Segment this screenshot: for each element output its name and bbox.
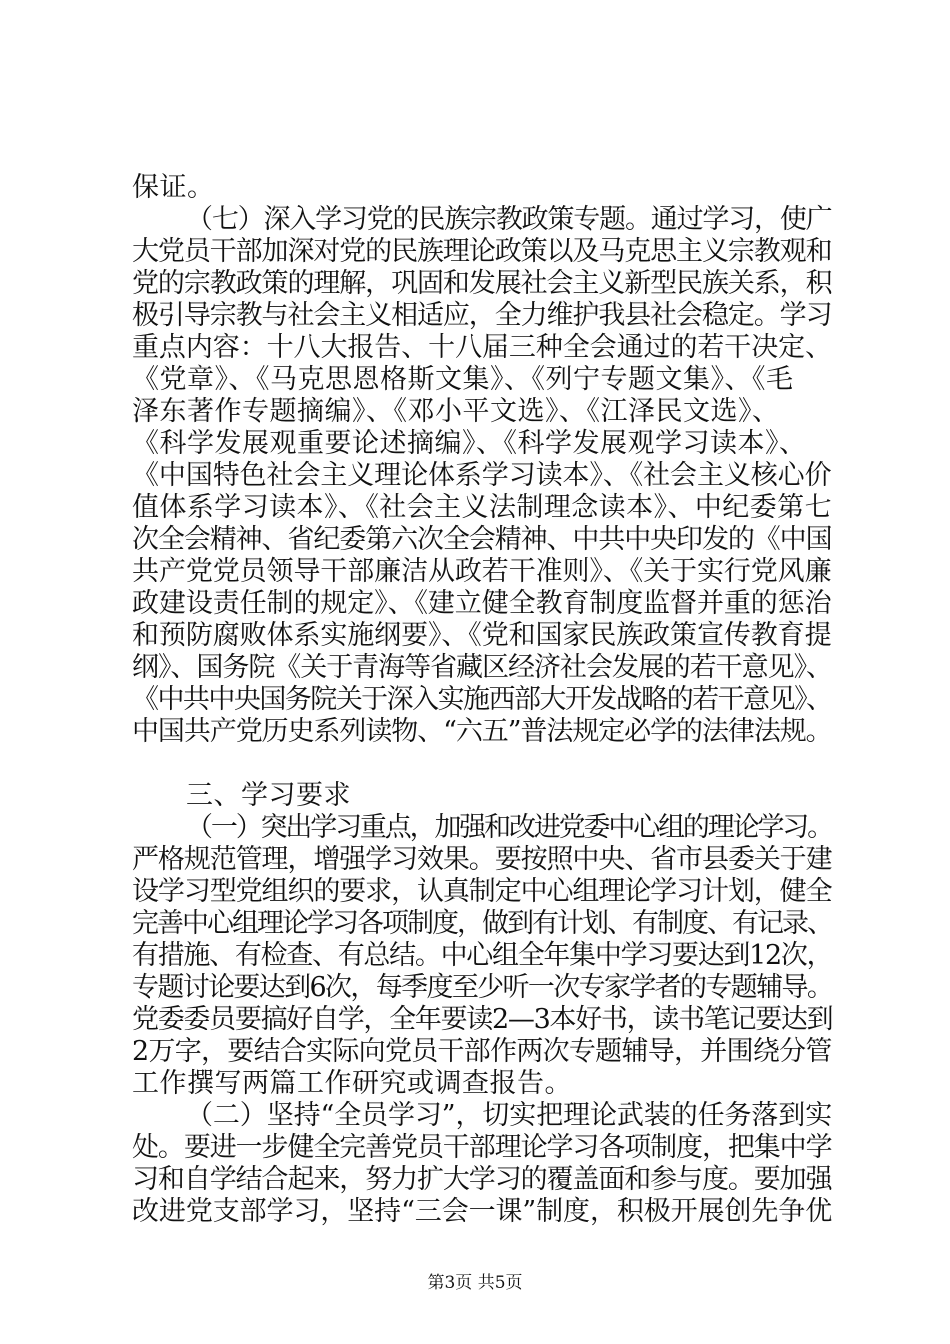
text-line: 和预防腐败体系实施纲要》、《党和国家民族政策宣传教育提 <box>132 620 832 651</box>
text-line: 《中共中央国务院关于深入实施西部大开发战略的若干意见》、 <box>132 684 832 715</box>
text-line: 《科学发展观重要论述摘编》、《科学发展观学习读本》、 <box>132 428 807 459</box>
text-line: 工作撰写两篇工作研究或调查报告。 <box>132 1068 572 1099</box>
text-line: 改进党支部学习，坚持“三会一课”制度，积极开展创先争优 <box>132 1196 833 1227</box>
text-line: 有措施、有检查、有总结。中心组全年集中学习要达到12次， <box>132 940 833 971</box>
text-line: 2万字，要结合实际向党员干部作两次专题辅导，并围绕分管 <box>132 1036 832 1067</box>
text-line: 习和自学结合起来，努力扩大学习的覆盖面和参与度。要加强 <box>132 1164 832 1195</box>
text-line: 处。要进一步健全完善党员干部理论学习各项制度，把集中学 <box>132 1132 832 1163</box>
text-line: 共产党党员领导干部廉洁从政若干准则》、《关于实行党风廉 <box>132 556 832 587</box>
text-line: 完善中心组理论学习各项制度，做到有计划、有制度、有记录、 <box>132 908 832 939</box>
text-line: 严格规范管理，增强学习效果。要按照中央、省市县委关于建 <box>132 844 832 875</box>
paragraph-heading-seven: （七）深入学习党的民族宗教政策专题。通过学习，使广 <box>186 204 832 235</box>
text-line: 大党员干部加深对党的民族理论政策以及马克思主义宗教观和 <box>132 236 832 267</box>
text-line: 中国共产党历史系列读物、“六五”普法规定必学的法律法规。 <box>132 716 832 747</box>
text-line: 党的宗教政策的理解，巩固和发展社会主义新型民族关系，积 <box>132 268 832 299</box>
section-heading-learning-requirements: 三、学习要求 <box>186 780 351 811</box>
text-line: 保证。 <box>132 172 215 203</box>
paragraph-heading-one: （一）突出学习重点，加强和改进党委中心组的理论学习。 <box>186 812 832 843</box>
text-line: 纲》、国务院《关于青海等省藏区经济社会发展的若干意见》、 <box>132 652 832 683</box>
text-line: 泽东著作专题摘编》、《邓小平文选》、《江泽民文选》、 <box>132 396 780 427</box>
text-line: 次全会精神、省纪委第六次全会精神、中共中央印发的《中国 <box>132 524 832 555</box>
text-line: 政建设责任制的规定》、《建立健全教育制度监督并重的惩治 <box>132 588 832 619</box>
text-line: 重点内容：十八大报告、十八届三种全会通过的若干决定、 <box>132 332 832 363</box>
text-line: 《中国特色社会主义理论体系学习读本》、《社会主义核心价 <box>132 460 832 491</box>
text-line: 值体系学习读本》、《社会主义法制理念读本》、中纪委第七 <box>132 492 832 523</box>
text-line: 党委委员要搞好自学，全年要读2—3本好书，读书笔记要达到 <box>132 1004 833 1035</box>
text-line: 设学习型党组织的要求，认真制定中心组理论学习计划，健全 <box>132 876 832 907</box>
text-line: 极引导宗教与社会主义相适应，全力维护我县社会稳定。学习 <box>132 300 832 331</box>
text-line: 《党章》、《马克思恩格斯文集》、《列宁专题文集》、《毛 <box>132 364 794 395</box>
paragraph-heading-two: （二）坚持“全员学习”，切实把理论武装的任务落到实 <box>186 1100 833 1131</box>
text-line: 专题讨论要达到6次，每季度至少听一次专家学者的专题辅导。 <box>132 972 833 1003</box>
page-number-footer: 第3页 共5页 <box>427 1273 523 1293</box>
